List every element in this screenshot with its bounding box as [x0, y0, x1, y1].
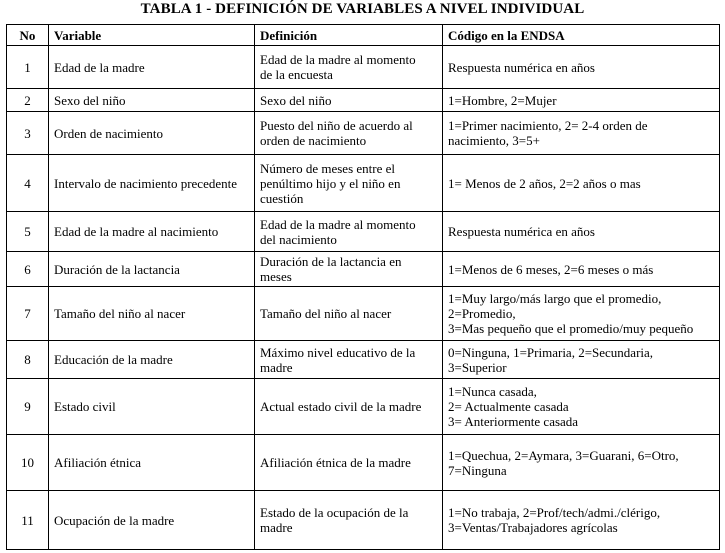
table-row	[7, 112, 720, 155]
row-definicion: Número de meses entre el penúltimo hijo y el niño en cuestión	[255, 155, 443, 212]
row-definicion: Máximo nivel educativo de la madre	[255, 341, 443, 379]
header-no: No	[7, 25, 49, 46]
table-row	[7, 46, 720, 89]
header-codigo: Código en la ENDSA	[443, 25, 720, 46]
row-no: 1	[7, 46, 49, 89]
header-row	[7, 25, 720, 46]
row-codigo: 1=Nunca casada, 2= Actualmente casada 3= Anteriormente casada	[443, 379, 720, 435]
row-definicion: Tamaño del niño al nacer	[255, 287, 443, 341]
table-row	[7, 252, 720, 287]
row-variable: Sexo del niño	[49, 89, 255, 112]
row-variable: Duración de la lactancia	[49, 252, 255, 287]
row-no: 8	[7, 341, 49, 379]
row-codigo: 1=No trabaja, 2=Prof/tech/admi./clérigo, 3=Ventas/Trabajadores agrícolas	[443, 491, 720, 550]
row-codigo: 1= Menos de 2 años, 2=2 años o mas	[443, 155, 720, 212]
row-codigo: Respuesta numérica en años	[443, 46, 720, 89]
row-definicion: Afiliación étnica de la madre	[255, 435, 443, 491]
row-variable: Ocupación de la madre	[49, 491, 255, 550]
row-definicion: Duración de la lactancia en meses	[255, 252, 443, 287]
table-row	[7, 89, 720, 112]
row-definicion: Sexo del niño	[255, 89, 443, 112]
row-variable: Edad de la madre	[49, 46, 255, 89]
table-row	[7, 379, 720, 435]
header-variable: Variable	[49, 25, 255, 46]
row-definicion: Edad de la madre al momento de la encuesta	[255, 46, 443, 89]
row-codigo: 1=Hombre, 2=Mujer	[443, 89, 720, 112]
row-no: 10	[7, 435, 49, 491]
row-codigo: 1=Menos de 6 meses, 2=6 meses o más	[443, 252, 720, 287]
row-variable: Tamaño del niño al nacer	[49, 287, 255, 341]
table-title: TABLA 1 - DEFINICIÓN DE VARIABLES A NIVEL INDIVIDUAL	[140, 1, 585, 17]
row-codigo: 1=Primer nacimiento, 2= 2-4 orden de nacimiento, 3=5+	[443, 112, 720, 155]
row-definicion: Puesto del niño de acuerdo al orden de nacimiento	[255, 112, 443, 155]
header-definicion: Definición	[255, 25, 443, 46]
row-no: 6	[7, 252, 49, 287]
row-variable: Estado civil	[49, 379, 255, 435]
row-definicion: Actual estado civil de la madre	[255, 379, 443, 435]
table-row	[7, 155, 720, 212]
table-row	[7, 491, 720, 550]
variables-table	[6, 24, 720, 550]
row-definicion: Edad de la madre al momento del nacimiento	[255, 212, 443, 252]
table-row	[7, 212, 720, 252]
row-variable: Afiliación étnica	[49, 435, 255, 491]
row-codigo: 1=Quechua, 2=Aymara, 3=Guarani, 6=Otro, 7=Ninguna	[443, 435, 720, 491]
row-no: 3	[7, 112, 49, 155]
row-no: 4	[7, 155, 49, 212]
row-variable: Intervalo de nacimiento precedente	[49, 155, 255, 212]
row-no: 5	[7, 212, 49, 252]
row-no: 11	[7, 491, 49, 550]
row-codigo: Respuesta numérica en años	[443, 212, 720, 252]
table-row	[7, 287, 720, 341]
row-definicion: Estado de la ocupación de la madre	[255, 491, 443, 550]
row-variable: Educación de la madre	[49, 341, 255, 379]
row-no: 2	[7, 89, 49, 112]
row-variable: Edad de la madre al nacimiento	[49, 212, 255, 252]
row-no: 7	[7, 287, 49, 341]
row-codigo: 0=Ninguna, 1=Primaria, 2=Secundaria, 3=Superior	[443, 341, 720, 379]
table-row	[7, 341, 720, 379]
table-row	[7, 435, 720, 491]
row-variable: Orden de nacimiento	[49, 112, 255, 155]
row-no: 9	[7, 379, 49, 435]
row-codigo: 1=Muy largo/más largo que el promedio, 2=Promedio, 3=Mas pequeño que el promedio/muy pequeño	[443, 287, 720, 341]
